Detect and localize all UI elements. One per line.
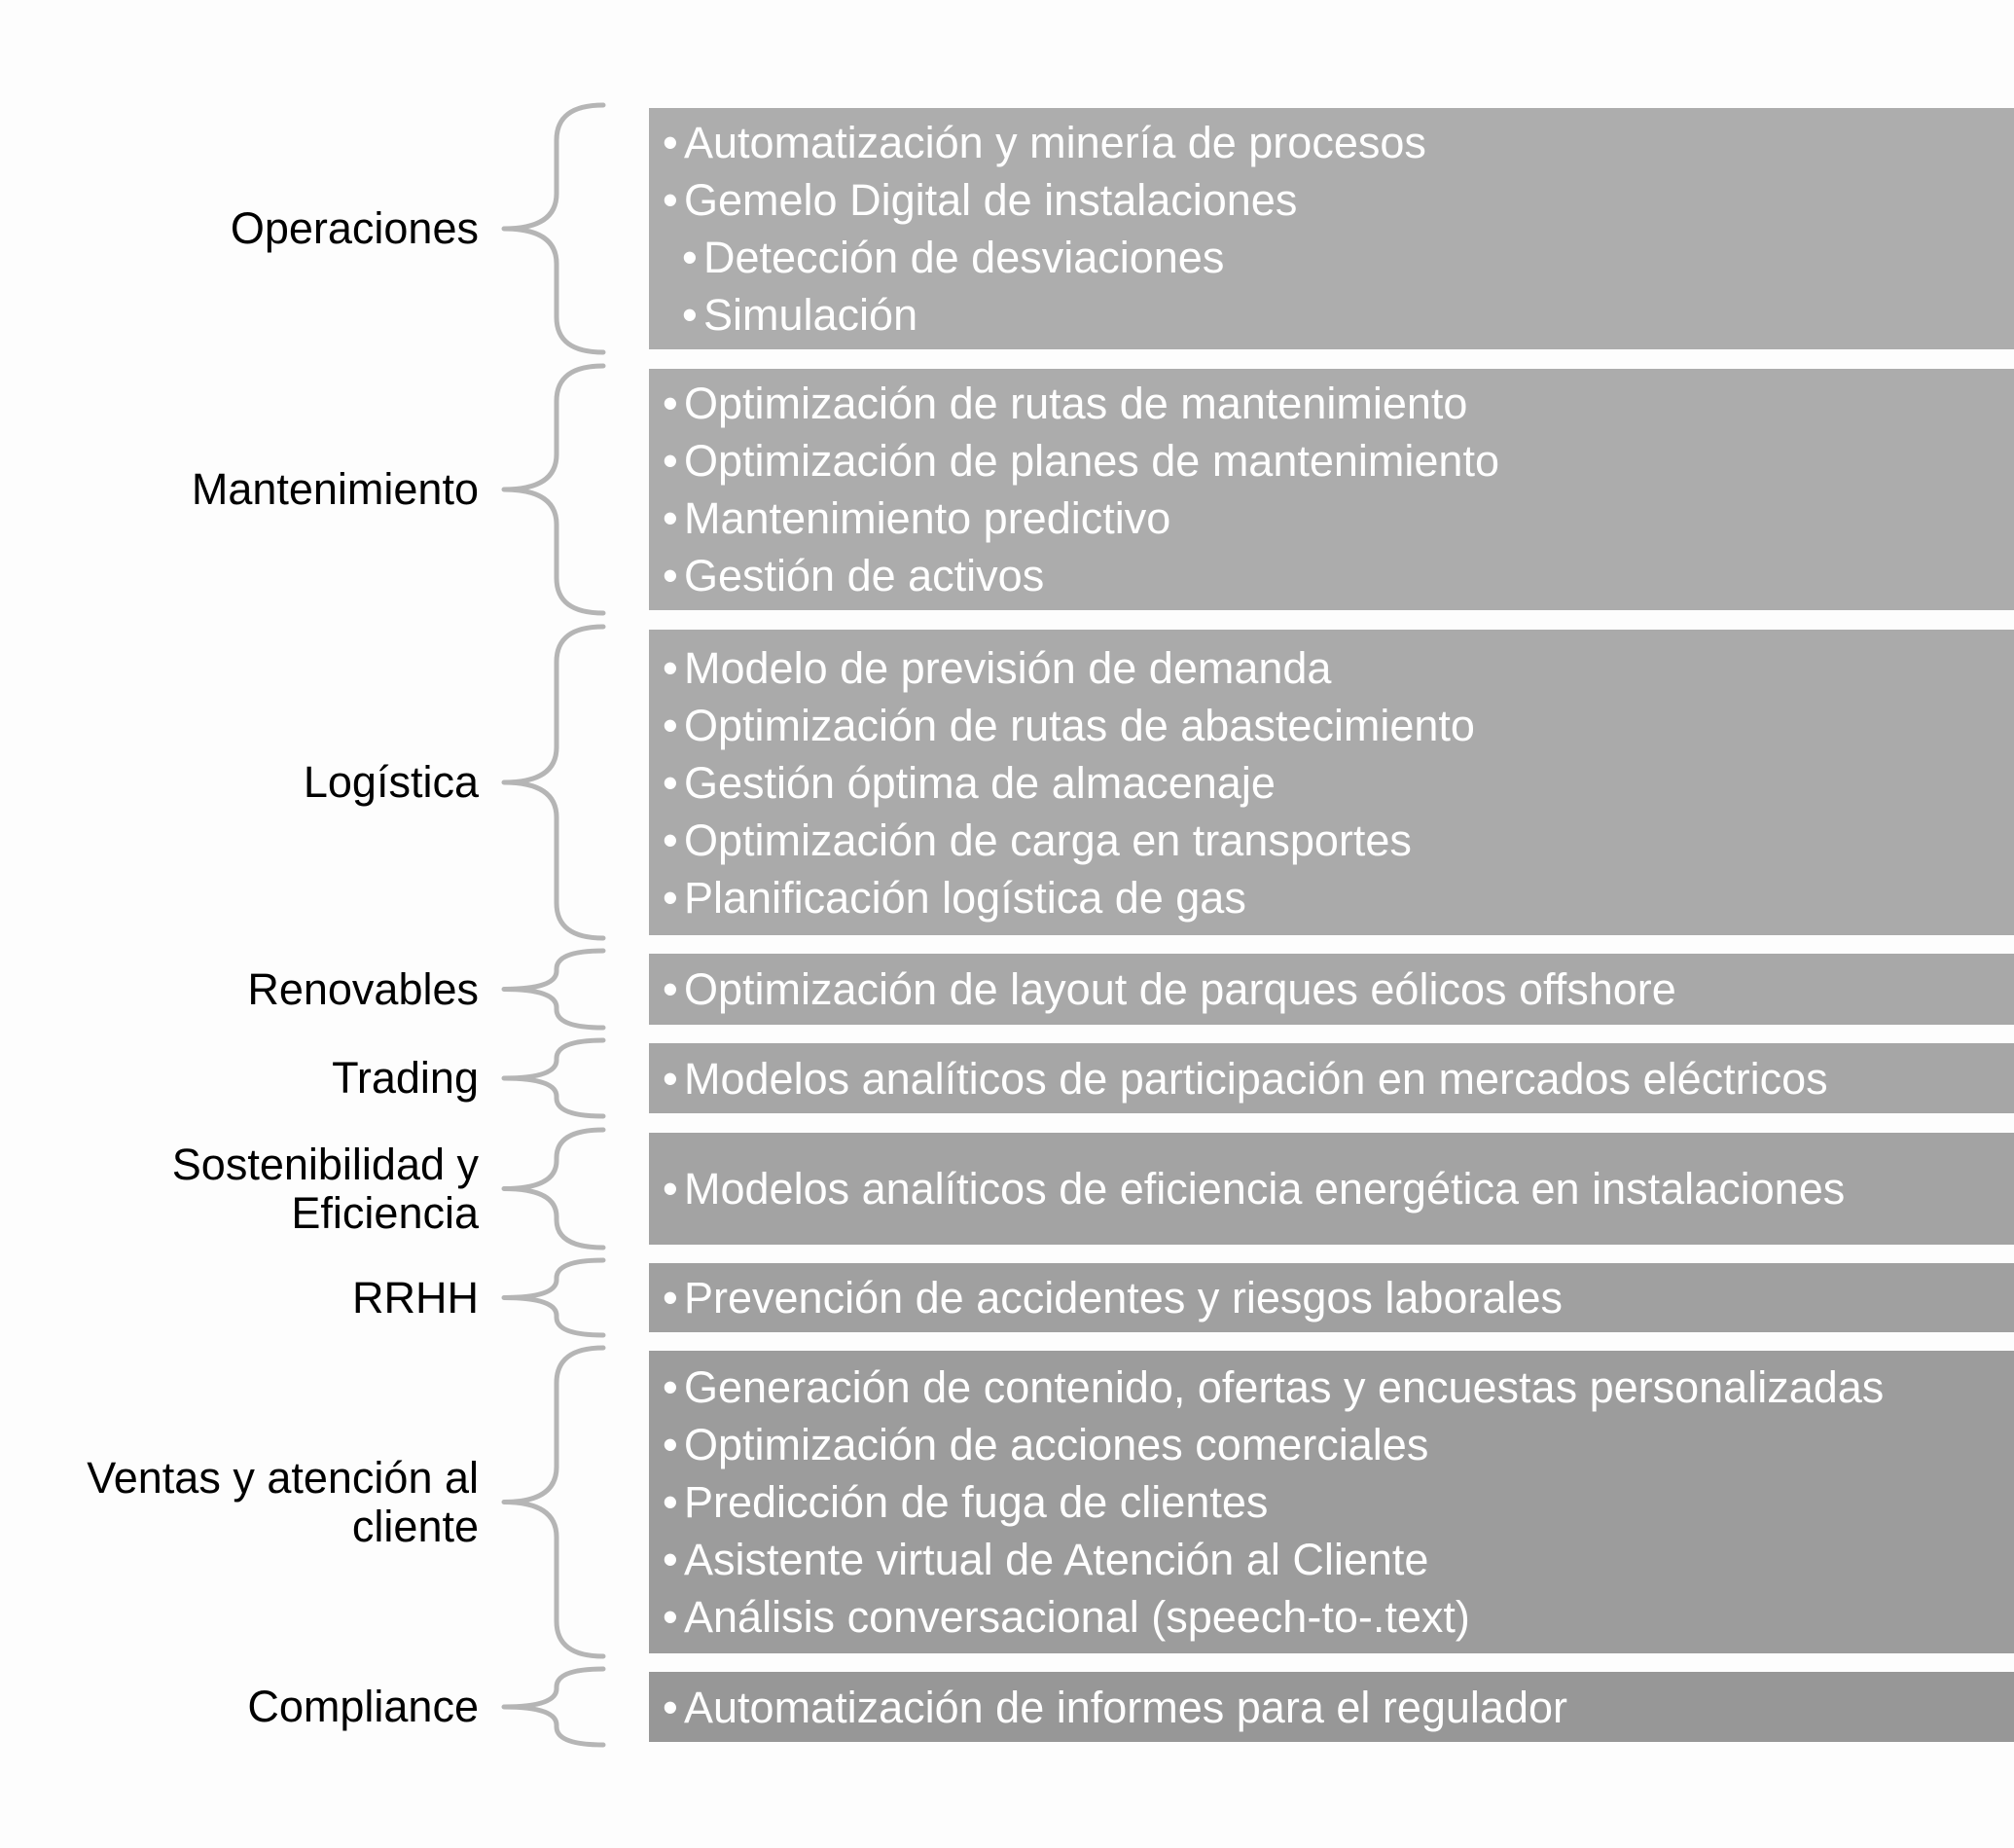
use-case-item (663, 114, 2000, 171)
use-case-item (663, 1359, 2000, 1416)
curly-brace (496, 1348, 605, 1656)
use-case-item (663, 1531, 2000, 1588)
use-case-item-text: Optimización de planes de mantenimiento (684, 436, 1499, 486)
bullet-icon: • (663, 757, 678, 808)
bullet-icon: • (682, 290, 698, 340)
bullet-icon: • (663, 1592, 678, 1642)
use-case-item-text: Asistente virtual de Atención al Cliente (684, 1535, 1429, 1584)
use-case-item (663, 1416, 2000, 1473)
use-case-item-text: Automatización y minería de procesos (684, 118, 1426, 167)
category-label (12, 204, 479, 253)
curly-brace-path (504, 951, 603, 1028)
use-case-item-text: Gestión óptima de almacenaje (684, 757, 1276, 808)
bullet-icon: • (663, 175, 678, 225)
use-case-item (663, 960, 2000, 1018)
use-case-item-text: Gestión de activos (684, 551, 1045, 600)
use-case-item (663, 869, 2000, 926)
category-label-line: cliente (351, 1501, 479, 1551)
category-label (12, 965, 479, 1014)
category-label-line: Compliance (247, 1682, 479, 1731)
category-label-line: Sostenibilidad y (171, 1139, 479, 1189)
use-case-box (649, 630, 2014, 935)
curly-brace-path (504, 1260, 603, 1335)
bullet-icon: • (663, 436, 678, 486)
bullet-icon: • (682, 233, 698, 282)
category-label-line: Renovables (247, 963, 479, 1014)
use-case-item (663, 754, 2000, 812)
curly-brace (496, 951, 605, 1028)
use-case-item-text: Automatización de informes para el regulador (684, 1682, 1567, 1732)
category-label-line: Logística (303, 757, 479, 807)
use-case-item (663, 639, 2000, 697)
use-case-box (649, 954, 2014, 1025)
curly-brace (496, 366, 605, 613)
use-case-item-text: Planificación logística de gas (684, 872, 1246, 923)
use-case-item (663, 229, 2000, 286)
use-case-item (663, 697, 2000, 754)
bullet-icon: • (663, 118, 678, 167)
use-case-box (649, 369, 2014, 610)
use-case-item-text: Generación de contenido, ofertas y encuestas personalizadas (684, 1362, 1885, 1412)
use-case-item (663, 1679, 2000, 1736)
bullet-icon: • (663, 700, 678, 750)
curly-brace (496, 627, 605, 938)
bullet-icon: • (663, 642, 678, 693)
use-case-item (663, 812, 2000, 869)
use-case-item-text: Prevención de accidentes y riesgos laborales (684, 1273, 1564, 1323)
bullet-icon: • (663, 1164, 678, 1214)
category-label-line: Eficiencia (291, 1187, 479, 1238)
category-label (12, 1141, 479, 1238)
use-case-item-text: Análisis conversacional (speech-to-.text) (684, 1592, 1470, 1642)
use-case-item-text: Predicción de fuga de clientes (684, 1477, 1269, 1527)
bullet-icon: • (663, 493, 678, 543)
bullet-icon: • (663, 872, 678, 923)
bullet-icon: • (663, 1682, 678, 1732)
category-label (12, 1274, 479, 1323)
use-case-item (663, 547, 2000, 604)
category-label-line: Ventas y atención al (87, 1452, 479, 1503)
use-case-item (663, 1588, 2000, 1646)
bullet-icon: • (663, 1053, 678, 1104)
use-case-item (663, 1050, 2000, 1107)
bullet-icon: • (663, 1477, 678, 1527)
category-label (12, 1054, 479, 1103)
category-label (12, 1454, 479, 1551)
bullet-icon: • (663, 379, 678, 428)
use-case-item (663, 1160, 2000, 1217)
use-case-box (649, 1672, 2014, 1742)
use-case-box (649, 108, 2014, 349)
curly-brace (496, 1669, 605, 1745)
category-label-line: Operaciones (230, 203, 479, 253)
use-case-box (649, 1351, 2014, 1653)
category-label-line: RRHH (352, 1272, 479, 1323)
bullet-icon: • (663, 1535, 678, 1584)
curly-brace (496, 1040, 605, 1116)
curly-brace (496, 1260, 605, 1335)
curly-brace-path (504, 1348, 603, 1656)
curly-brace-path (504, 627, 603, 938)
category-label-line: Mantenimiento (191, 464, 479, 514)
use-case-box (649, 1263, 2014, 1332)
bullet-icon: • (663, 551, 678, 600)
use-case-item-text: Modelos analíticos de participación en mercados eléctricos (684, 1053, 1828, 1104)
use-case-box (649, 1133, 2014, 1245)
curly-brace-path (504, 1669, 603, 1745)
bullet-icon: • (663, 964, 678, 1014)
use-case-item (663, 432, 2000, 489)
curly-brace-path (504, 1130, 603, 1248)
use-case-item-text: Optimización de layout de parques eólicos offshore (684, 964, 1676, 1014)
use-case-item-text: Optimización de carga en transportes (684, 815, 1412, 865)
use-case-item (663, 489, 2000, 547)
curly-brace-path (504, 1040, 603, 1116)
category-label-line: Trading (332, 1053, 479, 1103)
use-case-item (663, 1269, 2000, 1326)
bullet-icon: • (663, 815, 678, 865)
bullet-icon: • (663, 1273, 678, 1323)
use-case-item-text: Simulación (703, 290, 918, 340)
use-case-item-text: Modelo de previsión de demanda (684, 642, 1332, 693)
use-case-item-text: Optimización de acciones comerciales (684, 1420, 1429, 1469)
use-case-box (649, 1043, 2014, 1113)
use-case-item (663, 171, 2000, 229)
bullet-icon: • (663, 1420, 678, 1469)
category-label (12, 758, 479, 807)
use-case-item-text: Optimización de rutas de abastecimiento (684, 700, 1475, 750)
bullet-icon: • (663, 1362, 678, 1412)
category-label (12, 1683, 479, 1731)
category-label (12, 465, 479, 514)
use-case-item-text: Modelos analíticos de eficiencia energética en instalaciones (684, 1164, 1846, 1214)
use-case-item (663, 286, 2000, 344)
use-case-item-text: Mantenimiento predictivo (684, 493, 1171, 543)
curly-brace (496, 105, 605, 352)
use-case-item (663, 375, 2000, 432)
use-case-item-text: Gemelo Digital de instalaciones (684, 175, 1298, 225)
curly-brace-path (504, 105, 603, 352)
curly-brace (496, 1130, 605, 1248)
use-case-item-text: Detección de desviaciones (703, 233, 1225, 282)
curly-brace-path (504, 366, 603, 613)
use-case-item (663, 1473, 2000, 1531)
use-case-item-text: Optimización de rutas de mantenimiento (684, 379, 1468, 428)
